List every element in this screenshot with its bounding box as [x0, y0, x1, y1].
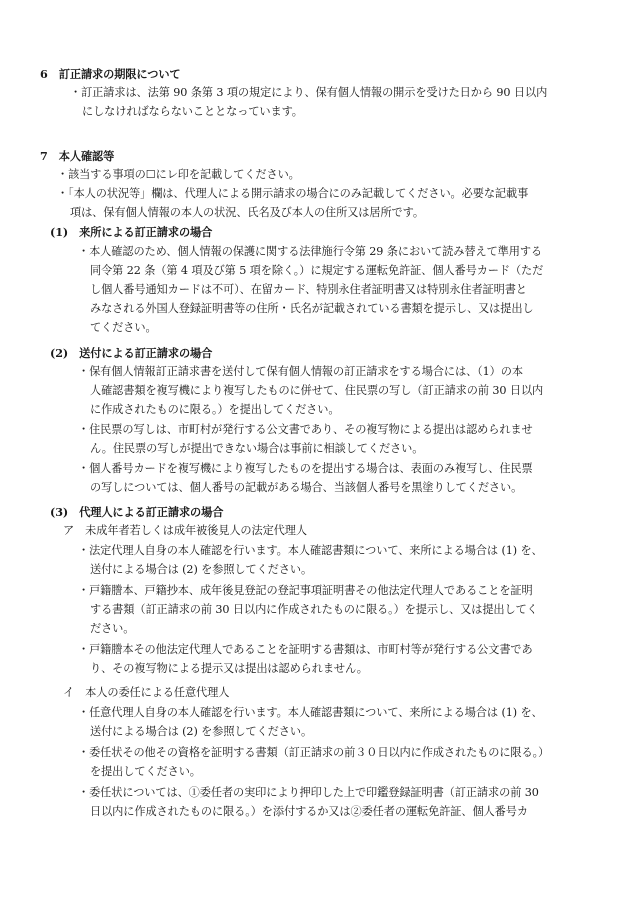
subsection-1-line: てください。 — [90, 321, 157, 334]
subsection-3a-line: り、その複写物による提示又は提出は認められません。 — [90, 662, 368, 675]
subsection-3i-heading: イ 本人の委任による任意代理人 — [63, 686, 230, 699]
subsection-2-heading: (2) 送付による訂正請求の場合 — [50, 346, 213, 360]
subsection-3i-line: ・委任状については、①委任者の実印により押印した上で印鑑登録証明書（訂正請求の前 30 — [78, 786, 539, 799]
subsection-3a-line: ださい。 — [90, 622, 135, 635]
subsection-2-line: ・保有個人情報訂正請求書を送付して保有個人情報の訂正請求をする場合には、（1）の本 — [78, 365, 523, 378]
subsection-3-heading: (3) 代理人による訂正請求の場合 — [50, 505, 224, 519]
subsection-2-line: 人確認書類を複写機により複写したものに併せて、住民票の写し（訂正請求の前 30 日以内 — [90, 384, 544, 397]
subsection-2-line: ん。住民票の写しが提出できない場合は事前に相談してください。 — [90, 442, 424, 455]
section-7-heading: 7 本人確認等 — [40, 149, 115, 163]
subsection-3i-line: ・委任状その他その資格を証明する書類（訂正請求の前３０日以内に作成されたものに限る。） — [78, 746, 550, 759]
subsection-3a-line: ・戸籍謄本その他法定代理人であることを証明する書類は、市町村等が発行する公文書であ — [78, 643, 533, 656]
subsection-2-line: ・住民票の写しは、市町村が発行する公文書であり、その複写物による提出は認められませ — [78, 423, 533, 436]
section-6-bullet-line: にしなければならないこととなっています。 — [82, 105, 303, 118]
subsection-3i-line: を提出してください。 — [90, 765, 201, 778]
subsection-3a-line: 送付による場合は (2) を参照してください。 — [90, 563, 313, 576]
section-6-bullet-line: ・訂正請求は、法第 90 条第 3 項の規定により、保有個人情報の開示を受けた日から 90 日以内 — [70, 86, 548, 99]
section-7-intro-line: ・「本人の状況等」欄は、代理人による開示請求の場合にのみ記載してください。必要な記載事 — [57, 187, 529, 200]
subsection-2-line: に作成されたものに限る。）を提出してください。 — [90, 403, 340, 416]
subsection-3i-line: ・任意代理人自身の本人確認を行います。本人確認書類について、来所による場合は (1) を、 — [78, 706, 543, 719]
section-6-heading: 6 訂正請求の期限について — [40, 67, 181, 81]
subsection-1-line: みなされる外国人登録証明書等の住所・氏名が記載されている書類を提示し、又は提出し — [90, 302, 534, 315]
subsection-3i-line: 日以内に作成されたものに限る。）を添付するか又は②委任者の運転免許証、個人番号カ — [90, 805, 528, 818]
subsection-1-line: し個人番号通知カードは不可）、在留カード、特別永住者証明書又は特別永住者証明書と — [90, 283, 527, 296]
section-7-intro-line: 項は、保有個人情報の本人の状況、氏名及び本人の住所又は居所です。 — [70, 206, 424, 219]
subsection-3a-heading: ア 未成年者若しくは成年被後見人の法定代理人 — [63, 524, 307, 537]
subsection-2-line: ・個人番号カードを複写機により複写したものを提出する場合は、表面のみ複写し、住民票 — [78, 462, 533, 475]
subsection-3a-line: ・戸籍謄本、戸籍抄本、成年後見登記の登記事項証明書その他法定代理人であることを証明 — [78, 584, 533, 597]
subsection-3i-line: 送付による場合は (2) を参照してください。 — [90, 725, 313, 738]
subsection-3a-line: ・法定代理人自身の本人確認を行います。本人確認書類について、来所による場合は (1) を、 — [78, 544, 543, 557]
subsection-1-line: ・本人確認のため、個人情報の保護に関する法律施行令第 29 条において読み替えて準用する — [78, 245, 543, 258]
subsection-1-line: 同令第 22 条（第 4 項及び第 5 項を除く。）に規定する運転免許証、個人番号カード（ただ — [90, 264, 544, 277]
subsection-2-line: の写しについては、個人番号の記載がある場合、当該個人番号を黒塗りしてください。 — [90, 481, 523, 494]
subsection-3a-line: する書類（訂正請求の前 30 日以内に作成されたものに限る。）を提示し、又は提出してく — [90, 603, 538, 616]
subsection-1-heading: (1) 来所による訂正請求の場合 — [50, 225, 213, 239]
section-7-intro-line: ・該当する事項の☐にレ印を記載してください。 — [57, 168, 300, 181]
